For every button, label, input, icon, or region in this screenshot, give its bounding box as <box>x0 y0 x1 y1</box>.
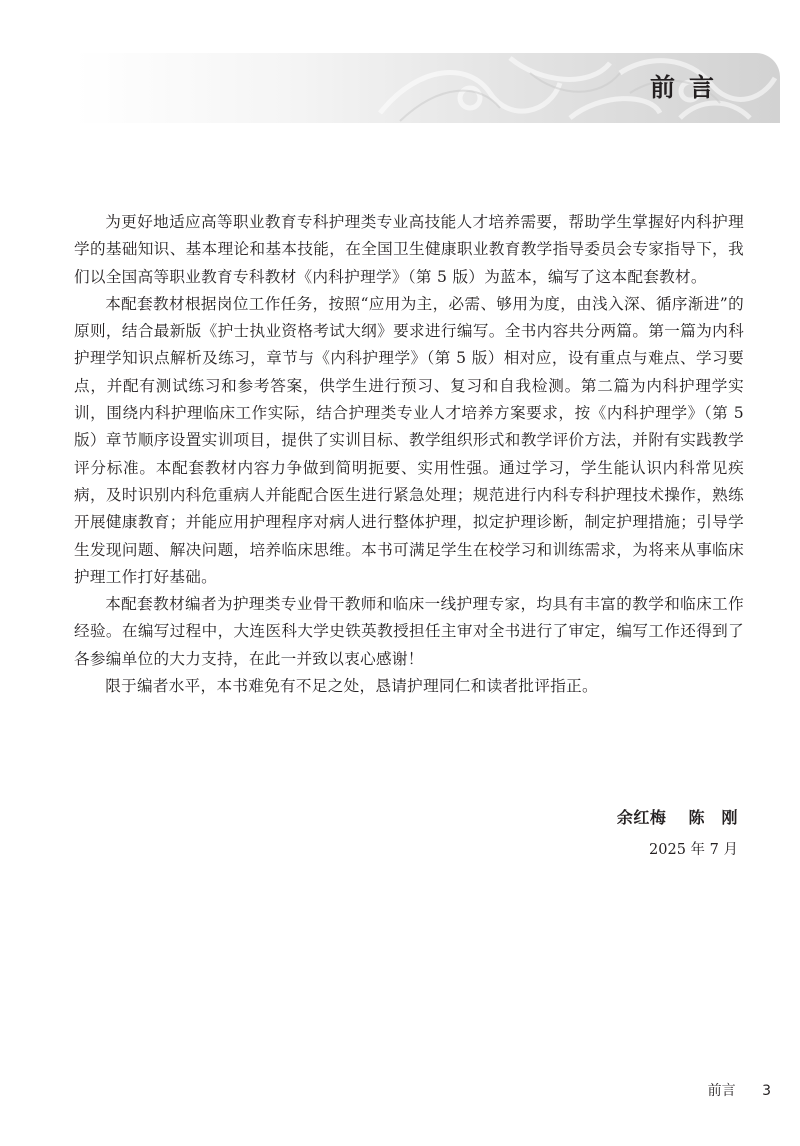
author-names <box>617 805 738 831</box>
page-number: 3 <box>762 1083 771 1099</box>
paragraph: 本配套教材根据岗位工作任务，按照“应用为主，必需、够用为度，由浅入深、循序渐进”的原则，结合最新版《护士执业资格考试大纲》要求进行编写。全书内容共分两篇。第一篇为内科护理学知识点解析及练习，章节与《内科护理学》（第 5 版）相对应，设有重点与难点、学习要点，并配有测试练习和参考答案，供学生进行预习、复习和自我检测。第二篇为内科护理学实训，围绕内科护理临床工作实际，结合护理类专业人才培养方案要求，按《内科护理学》（第 5 版）章节顺序设置实训项目，提供了实训目标、教学组织形式和教学评价方法，并附有实践教学评分标准。本配套教材内容力争做到简明扼要、实用性强。通过学习，学生能认识内科常见疾病，及时识别内科危重病人并能配合医生进行紧急处理；规范进行内科专科护理技术操作，熟练开展健康教育；并能应用护理程序对病人进行整体护理，拟定护理诊断，制定护理措施；引导学生发现问题、解决问题，培养临床思维。本书可满足学生在校学习和训练需求，为将来从事临床护理工作打好基础。 <box>74 294 744 586</box>
page-footer <box>708 1080 771 1100</box>
chapter-banner <box>74 53 780 123</box>
signature-block <box>617 805 738 863</box>
author-name: 陈 刚 <box>688 808 738 827</box>
preface-body <box>74 209 744 700</box>
author-name: 余红梅 <box>616 808 667 827</box>
signature-date: 2025 年 7 月 <box>649 842 738 858</box>
footer-section: 前言 <box>707 1083 736 1099</box>
paragraph: 限于编者水平，本书难免有不足之处，恳请护理同仁和读者批评指正。 <box>105 677 598 696</box>
paragraph: 本配套教材编者为护理类专业骨干教师和临床一线护理专家，均具有丰富的教学和临床工作经验。在编写过程中，大连医科大学史铁英教授担任主审对全书进行了审定，编写工作还得到了各参编单位的大力支持，在此一并致以衷心感谢！ <box>74 595 744 668</box>
paragraph: 为更好地适应高等职业教育专科护理类专业高技能人才培养需要，帮助学生掌握好内科护理学的基础知识、基本理论和基本技能，在全国卫生健康职业教育教学指导委员会专家指导下，我们以全国高等职业教育专科教材《内科护理学》（第 5 版）为蓝本，编写了这本配套教材。 <box>74 213 744 286</box>
page-title: 前言 <box>649 73 728 102</box>
